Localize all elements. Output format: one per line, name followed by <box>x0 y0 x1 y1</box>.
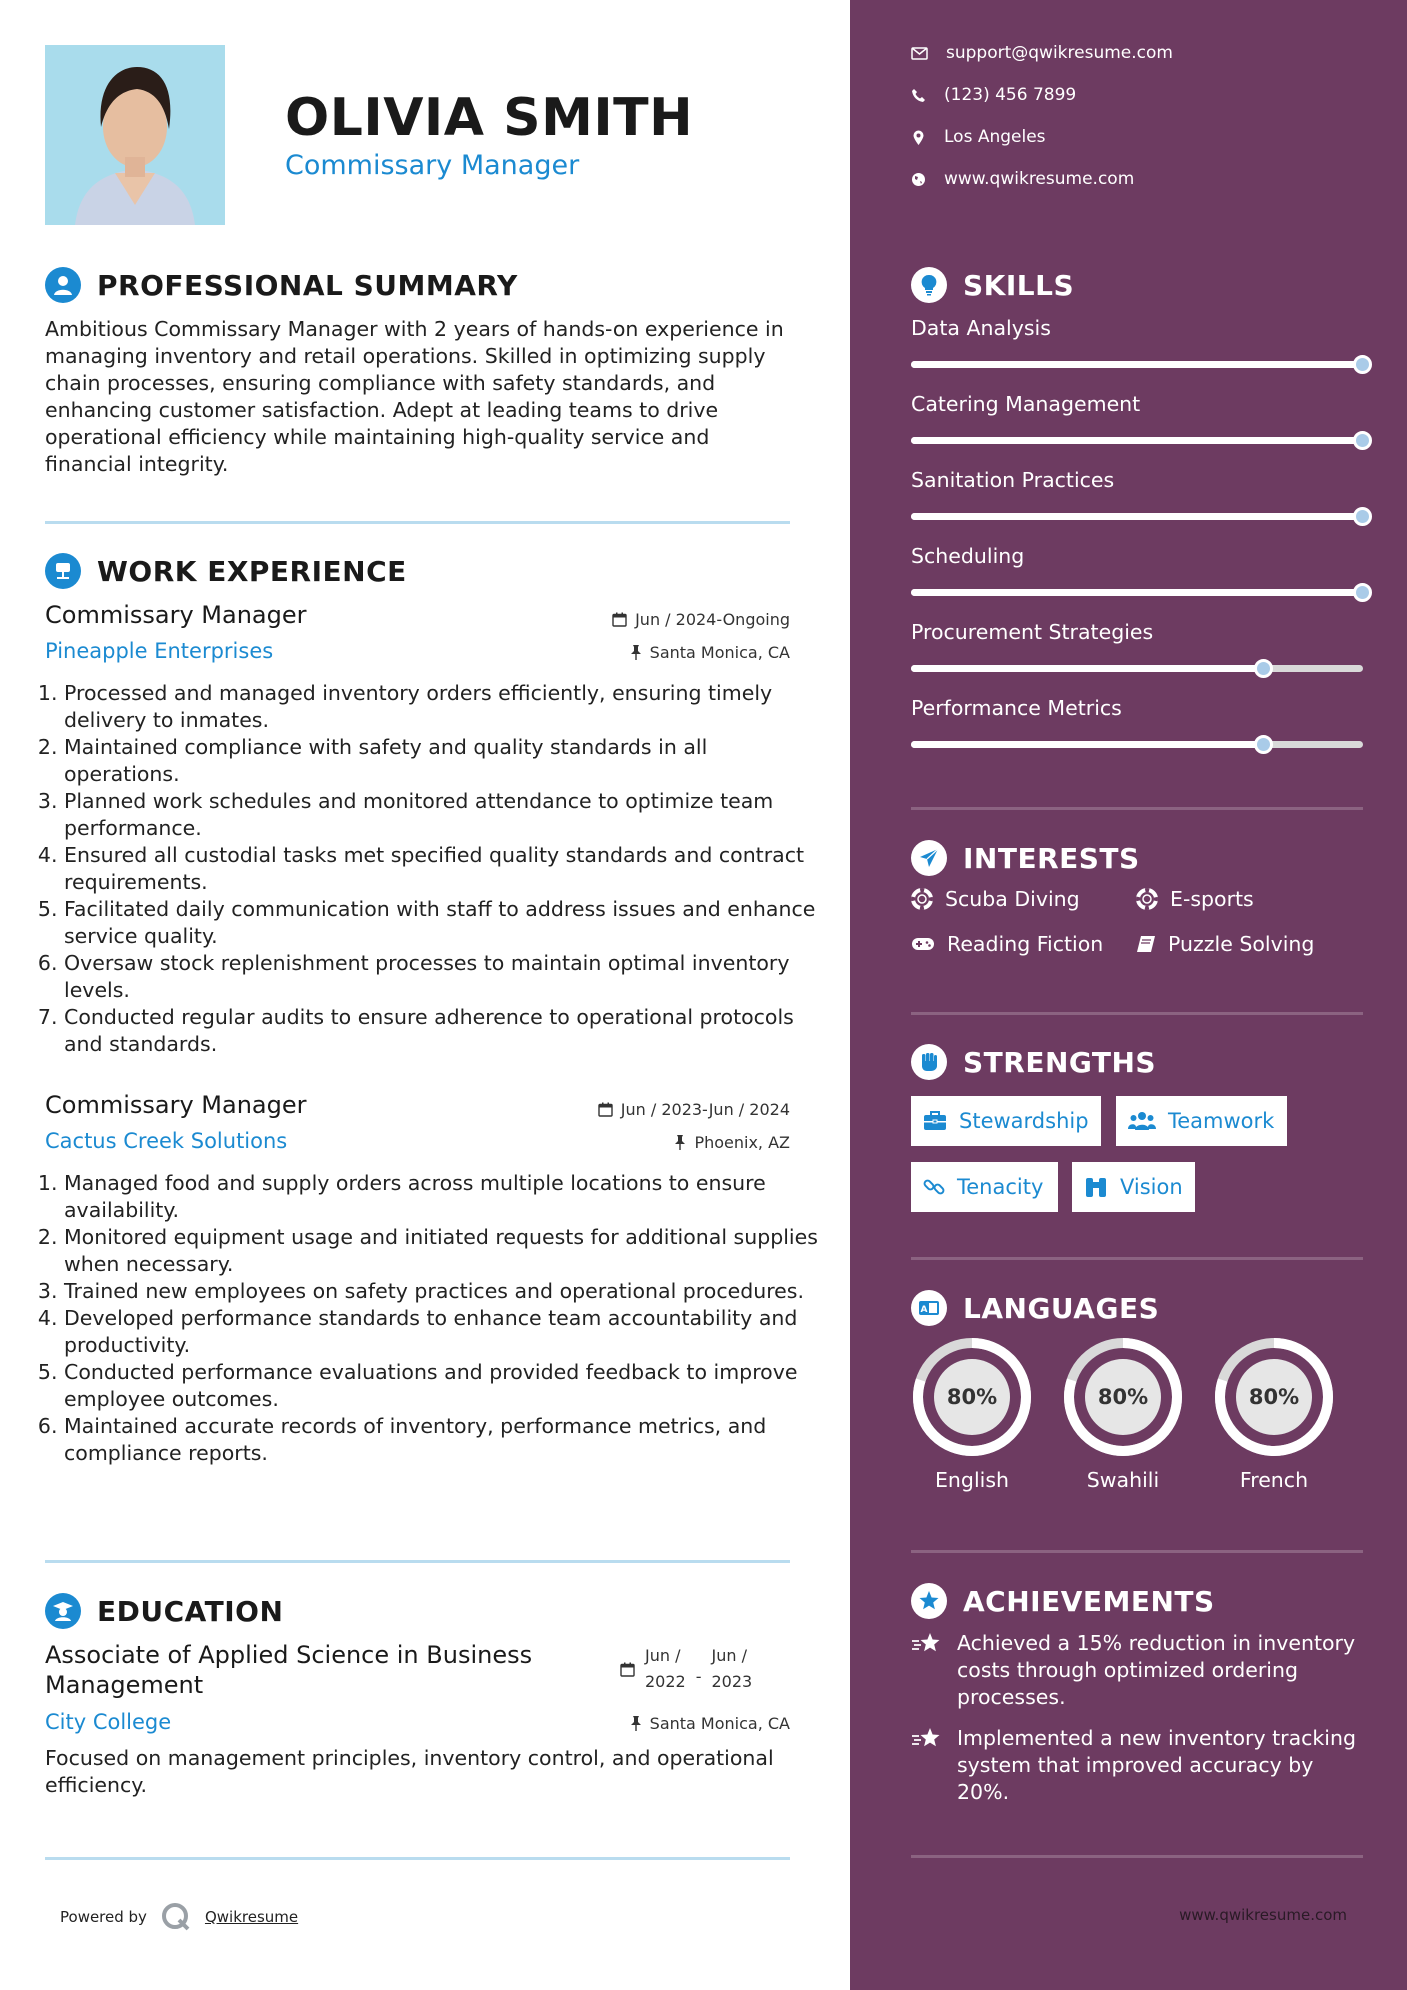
skill-bar <box>911 665 1363 672</box>
interest-item <box>1136 932 1314 956</box>
briefcase-icon <box>923 1111 947 1131</box>
list-item: 1. Managed food and supply orders across multiple locations to ensure availability. <box>64 1170 824 1224</box>
interest-label: Puzzle Solving <box>1168 932 1315 956</box>
language-ring <box>911 1336 1033 1458</box>
skill-bar-fill <box>911 665 1264 672</box>
skill-bar <box>911 361 1363 368</box>
footer-site[interactable]: www.qwikresume.com <box>1179 1906 1347 1924</box>
skill-bar-knob <box>1254 735 1273 754</box>
skill-label: Procurement Strategies <box>911 620 1154 644</box>
language-ring <box>1213 1336 1335 1458</box>
job-location <box>674 1133 790 1152</box>
divider <box>911 1550 1363 1553</box>
user-icon <box>45 267 81 303</box>
interest-label: Scuba Diving <box>945 887 1080 911</box>
language-name: English <box>934 1468 1010 1492</box>
languages-title: LANGUAGES <box>963 1291 1160 1325</box>
achievement-text: Achieved a 15% reduction in inventory costs through optimized ordering processes. <box>957 1631 1356 1709</box>
envelope-icon <box>911 47 928 60</box>
achievement-text: Implemented a new inventory tracking system that improved accuracy by 20%. <box>957 1726 1357 1804</box>
job-dates-text: Jun / 2024-Ongoing <box>635 610 790 629</box>
divider <box>45 521 790 524</box>
candidate-name: OLIVIA SMITH <box>285 88 694 148</box>
skill-bar-fill <box>911 437 1363 444</box>
skill-bar-fill <box>911 589 1363 596</box>
list-item: 2. Monitored equipment usage and initiated requests for additional supplies when necessary. <box>64 1224 824 1278</box>
profile-photo <box>45 45 225 225</box>
list-item: 2. Maintained compliance with safety and quality standards in all operations. <box>64 734 824 788</box>
language-item <box>1062 1336 1184 1492</box>
skill-bar <box>911 513 1363 520</box>
education-heading <box>45 1593 283 1629</box>
contact-location-text: Los Angeles <box>944 127 1046 147</box>
language-name: French <box>1239 1468 1309 1492</box>
job-duties <box>36 1170 824 1467</box>
qwikresume-logo-icon <box>161 1902 191 1932</box>
fist-icon <box>911 1044 947 1080</box>
contact-website <box>911 169 1134 189</box>
interests-title: INTERESTS <box>963 841 1140 875</box>
interest-label: E-sports <box>1170 887 1254 911</box>
job-company: Cactus Creek Solutions <box>45 1129 288 1153</box>
skill-bar-fill <box>911 361 1363 368</box>
calendar-icon <box>620 1662 635 1677</box>
list-item: 6. Oversaw stock replenishment processes to maintain optimal inventory levels. <box>64 950 824 1004</box>
language-ring <box>1062 1336 1184 1458</box>
skill-label: Sanitation Practices <box>911 468 1115 492</box>
language-name: Swahili <box>1086 1468 1160 1492</box>
svg-text:A: A <box>920 1305 928 1315</box>
job-title: Commissary Manager <box>45 601 307 629</box>
degree-title <box>45 1640 605 1700</box>
skill-bar <box>911 589 1363 596</box>
experience-heading <box>45 553 407 589</box>
footer-powered <box>60 1902 298 1932</box>
summary-text: Ambitious Commissary Manager with 2 years of hands-on experience in managing inventory and retail operations. Skilled in optimizing supply chain processes, ensuring compliance with safety standards, and enhancing customer satisfaction. Adept at leading teams to drive operational efficiency while maintaining high-quality service and financial integrity. <box>45 317 784 476</box>
end-year: 2023 <box>711 1672 753 1691</box>
lifebuoy-icon <box>911 888 933 910</box>
powered-by-label: Powered by <box>60 1908 147 1926</box>
date-dash: - <box>695 1666 702 1686</box>
star-icon <box>911 1727 943 1751</box>
strength-chip <box>911 1096 1101 1146</box>
list-item: 1. Processed and managed inventory orders efficiently, ensuring timely delivery to inmates. <box>64 680 824 734</box>
strength-label: Vision <box>1120 1175 1183 1199</box>
strength-label: Teamwork <box>1168 1109 1275 1133</box>
skill-label: Data Analysis <box>911 316 1051 340</box>
education-title: EDUCATION <box>97 1594 284 1628</box>
paper-plane-icon <box>911 840 947 876</box>
contact-email <box>911 43 1173 63</box>
pin-icon <box>630 1716 642 1731</box>
education-start <box>645 1643 686 1695</box>
skill-bar-knob <box>1353 507 1372 526</box>
education-location-text: Santa Monica, CA <box>649 1714 790 1733</box>
skill-label: Scheduling <box>911 544 1025 568</box>
strength-chip <box>1116 1096 1287 1146</box>
job-dates <box>598 1100 790 1119</box>
interest-item <box>911 887 1080 911</box>
start-month: Jun / <box>645 1646 681 1665</box>
contact-email-text[interactable]: support@qwikresume.com <box>946 43 1173 63</box>
calendar-icon <box>598 1102 613 1117</box>
job-location-text: Phoenix, AZ <box>694 1133 790 1152</box>
lightbulb-icon <box>911 267 947 303</box>
sidebar <box>850 0 1407 1990</box>
globe-icon <box>911 172 926 187</box>
book-icon <box>1136 934 1156 954</box>
strength-label: Tenacity <box>957 1175 1044 1199</box>
users-icon <box>1128 1111 1156 1131</box>
binoculars-icon <box>1084 1176 1108 1198</box>
candidate-role: Commissary Manager <box>285 150 580 181</box>
link-icon <box>923 1176 945 1198</box>
degree-line: Management <box>45 1671 204 1699</box>
list-item: 7. Conducted regular audits to ensure adherence to operational protocols and standards. <box>64 1004 824 1058</box>
interest-item <box>911 932 1103 956</box>
graduate-icon <box>45 1593 81 1629</box>
language-percent: 80% <box>1085 1359 1161 1435</box>
contact-location <box>911 127 1046 147</box>
skill-bar-fill <box>911 513 1363 520</box>
contact-phone <box>911 85 1076 105</box>
skill-bar-knob <box>1353 583 1372 602</box>
job-company: Pineapple Enterprises <box>45 639 274 663</box>
list-item: 4. Ensured all custodial tasks met specified quality standards and contract requirements. <box>64 842 824 896</box>
job-title: Commissary Manager <box>45 1091 307 1119</box>
job-dates <box>612 610 790 629</box>
skills-heading <box>911 267 1074 303</box>
summary-heading <box>45 267 518 303</box>
star-badge-icon <box>911 1583 947 1619</box>
divider <box>911 807 1363 810</box>
interest-item <box>1136 887 1254 911</box>
lifebuoy-icon <box>1136 888 1158 910</box>
achievement-item <box>911 1630 1371 1711</box>
list-item: 6. Maintained accurate records of inventory, performance metrics, and compliance reports. <box>64 1413 824 1467</box>
languages-heading <box>911 1290 1159 1326</box>
strength-chip <box>911 1162 1058 1212</box>
summary-title: PROFESSIONAL SUMMARY <box>97 268 518 302</box>
strength-chip <box>1072 1162 1195 1212</box>
job-dates-text: Jun / 2023-Jun / 2024 <box>620 1100 790 1119</box>
desk-chair-icon <box>45 553 81 589</box>
skill-label: Performance Metrics <box>911 696 1122 720</box>
education-end <box>712 1643 753 1695</box>
list-item: 3. Planned work schedules and monitored attendance to optimize team performance. <box>64 788 824 842</box>
pin-icon <box>674 1135 686 1150</box>
skill-bar <box>911 437 1363 444</box>
gamepad-icon <box>911 936 935 952</box>
language-percent: 80% <box>1236 1359 1312 1435</box>
skills-title: SKILLS <box>963 268 1075 302</box>
strengths-heading <box>911 1044 1156 1080</box>
strength-label: Stewardship <box>959 1109 1089 1133</box>
strengths-title: STRENGTHS <box>963 1045 1157 1079</box>
skill-bar <box>911 741 1363 748</box>
list-item: 4. Developed performance standards to enhance team accountability and productivity. <box>64 1305 824 1359</box>
contact-website-text[interactable]: www.qwikresume.com <box>944 169 1135 189</box>
divider <box>45 1560 790 1563</box>
language-item <box>911 1336 1033 1492</box>
language-icon <box>911 1290 947 1326</box>
map-pin-icon <box>911 130 926 145</box>
language-percent: 80% <box>934 1359 1010 1435</box>
school-name: City College <box>45 1710 172 1734</box>
skill-bar-knob <box>1353 431 1372 450</box>
interests-heading <box>911 840 1140 876</box>
star-icon <box>911 1632 943 1656</box>
education-description: Focused on management principles, inventory control, and operational efficiency. <box>45 1746 774 1797</box>
job-duties <box>36 680 824 1058</box>
end-month: Jun / <box>711 1646 747 1665</box>
skill-bar-knob <box>1353 355 1372 374</box>
achievements-title: ACHIEVEMENTS <box>963 1584 1215 1618</box>
skill-label: Catering Management <box>911 392 1141 416</box>
job-location-text: Santa Monica, CA <box>649 643 790 662</box>
contact-phone-text: (123) 456 7899 <box>944 85 1077 105</box>
achievement-item <box>911 1725 1371 1806</box>
skill-bar-fill <box>911 741 1264 748</box>
pin-icon <box>630 645 642 660</box>
interest-label: Reading Fiction <box>947 932 1104 956</box>
divider <box>911 1012 1363 1015</box>
start-year: 2022 <box>645 1672 686 1691</box>
list-item: 5. Facilitated daily communication with staff to address issues and enhance service quality. <box>64 896 824 950</box>
education-dates <box>620 1643 752 1695</box>
qwikresume-link[interactable]: Qwikresume <box>204 1908 299 1926</box>
phone-icon <box>911 88 926 103</box>
divider <box>911 1855 1363 1858</box>
education-location <box>630 1714 790 1733</box>
experience-title: WORK EXPERIENCE <box>97 554 407 588</box>
list-item: 5. Conducted performance evaluations and provided feedback to improve employee outcomes. <box>64 1359 824 1413</box>
calendar-icon <box>612 612 627 627</box>
degree-line: Associate of Applied Science in Business <box>45 1641 533 1669</box>
achievements-heading <box>911 1583 1215 1619</box>
list-item: 3. Trained new employees on safety practices and operational procedures. <box>64 1278 824 1305</box>
language-item <box>1213 1336 1335 1492</box>
job-location <box>630 643 790 662</box>
divider <box>45 1857 790 1860</box>
divider <box>911 1257 1363 1260</box>
skill-bar-knob <box>1254 659 1273 678</box>
